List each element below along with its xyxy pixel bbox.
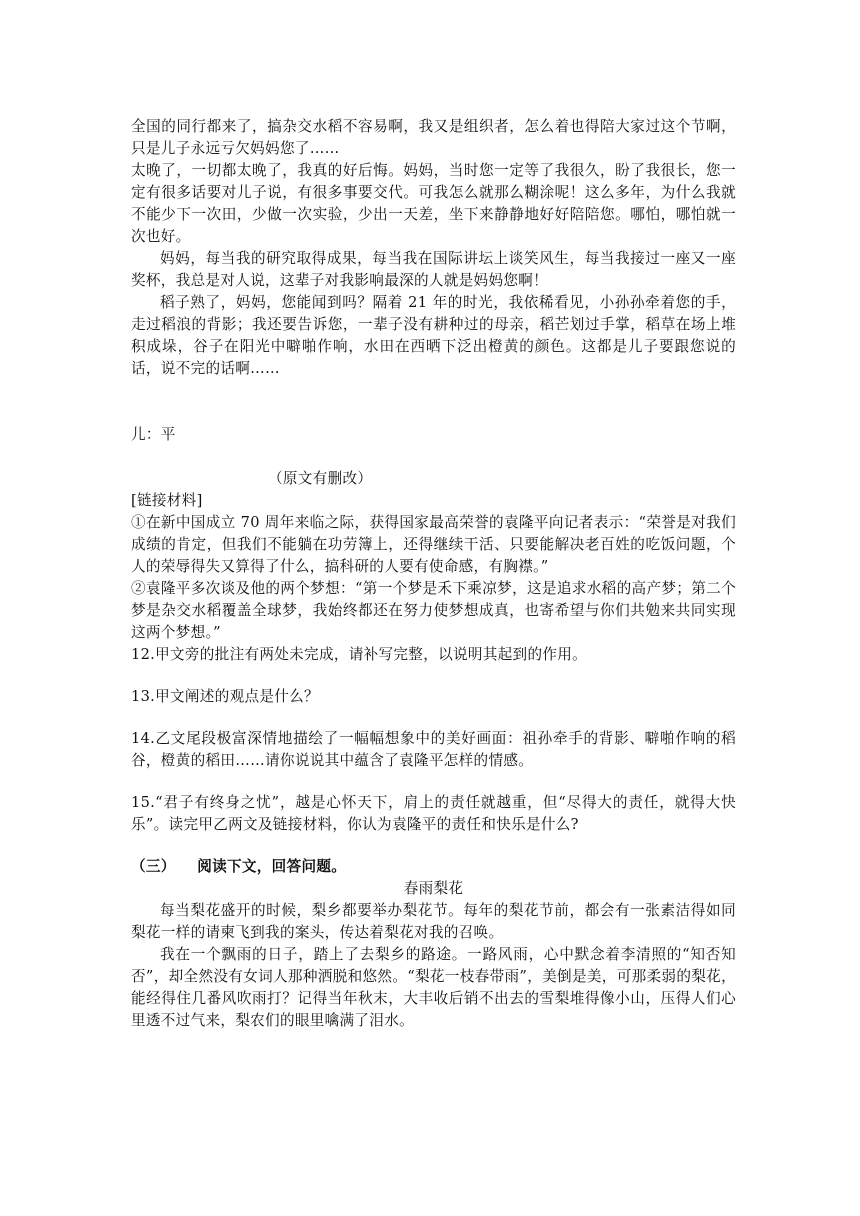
answer-space: [131, 708, 736, 728]
material-item-2: ②袁隆平多次谈及他的两个梦想：“第一个梦是禾下乘凉梦，这是追求水稻的高产梦；第二个梦是杂交水稻覆盖全球梦，我始终都还在努力使梦想成真，也寄希望与你们共勉来共同实现这两个梦想。”: [131, 580, 736, 641]
section-heading: （三） 阅读下文，回答问题。: [131, 858, 347, 875]
question-12: 12.甲文旁的批注有两处未完成，请补写完整，以说明其起到的作用。: [131, 646, 588, 663]
answer-space: [131, 666, 736, 686]
source-note: （原文有删改）: [268, 470, 373, 487]
answer-space: [131, 836, 736, 856]
material-heading: [链接材料]: [131, 492, 203, 509]
passage-paragraph-1: 每当梨花盛开的时候，梨乡都要举办梨花节。每年的梨花节前，都会有一张素洁得如同梨花一样的请柬飞到我的案头，传达着梨花对我的召唤。: [131, 902, 736, 941]
letter-paragraph-2: 太晚了，一切都太晚了，我真的好后悔。妈妈，当时您一定等了我很久，盼了我很长，您一定有很多话要对儿子说，有很多事要交代。可我怎么就那么糊涂呢！这么多年，为什么我就不能少下一次田，少做一次实验，少出一天差，坐下来静静地好好陪陪您。哪怕，哪怕就一次也好。: [131, 162, 736, 245]
spacer: [131, 380, 736, 424]
passage-paragraph-2: 我在一个飘雨的日子，踏上了去梨乡的路途。一路风雨，心中默念着李清照的“知否知否”，却全然没有女词人那种洒脱和悠然。“梨花一枝春带雨”，美倒是美，可那柔弱的梨花，能经得住几番风吹雨打？记得当年秋末，大丰收后销不出去的雪梨堆得像小山，压得人们心里透不过气来，梨农们的眼里噙满了泪水。: [131, 946, 736, 1029]
answer-space: [131, 772, 736, 792]
spacer: [131, 446, 736, 468]
letter-paragraph-1: 全国的同行都来了，搞杂交水稻不容易啊，我又是组织者，怎么着也得陪大家过这个节啊，只是儿子永远亏欠妈妈您了……: [131, 118, 736, 157]
material-item-1: ①在新中国成立 70 周年来临之际，获得国家最高荣誉的袁隆平向记者表示：“荣誉是对我们成绩的肯定，但我们不能躺在功劳簿上，还得继续干活、只要能解决老百姓的吃饭问题，个人的荣辱得失又算得了什么，搞科研的人要有使命感，有胸襟。”: [131, 514, 736, 575]
passage-title: 春雨梨花: [403, 880, 464, 897]
document-body: [131, 116, 736, 1032]
letter-paragraph-4: 稻子熟了，妈妈，您能闻到吗？隔着 21 年的时光，我依稀看见，小孙孙牵着您的手，走过稻浪的背影；我还要告诉您，一辈子没有耕种过的母亲，稻芒划过手掌，稻草在场上堆积成垛，谷子在阳光中噼啪作响，水田在西晒下泛出橙黄的颜色。这都是儿子要跟您说的话，说不完的话啊……: [131, 294, 736, 377]
question-14: 14.乙文尾段极富深情地描绘了一幅幅想象中的美好画面：祖孙牵手的背影、噼啪作响的稻谷，橙黄的稻田……请你说说其中蕴含了袁隆平怎样的情感。: [131, 730, 736, 769]
letter-signature: 儿：平: [131, 426, 176, 443]
letter-paragraph-3: 妈妈，每当我的研究取得成果，每当我在国际讲坛上谈笑风生，每当我接过一座又一座奖杯，我总是对人说，这辈子对我影响最深的人就是妈妈您啊！: [131, 250, 736, 289]
question-13: 13.甲文阐述的观点是什么？: [131, 688, 319, 705]
question-15: 15.“君子有终身之忧”，越是心怀天下，肩上的责任就越重，但“尽得大的责任，就得大快乐”。读完甲乙两文及链接材料，你认为袁隆平的责任和快乐是什么?: [131, 794, 736, 833]
